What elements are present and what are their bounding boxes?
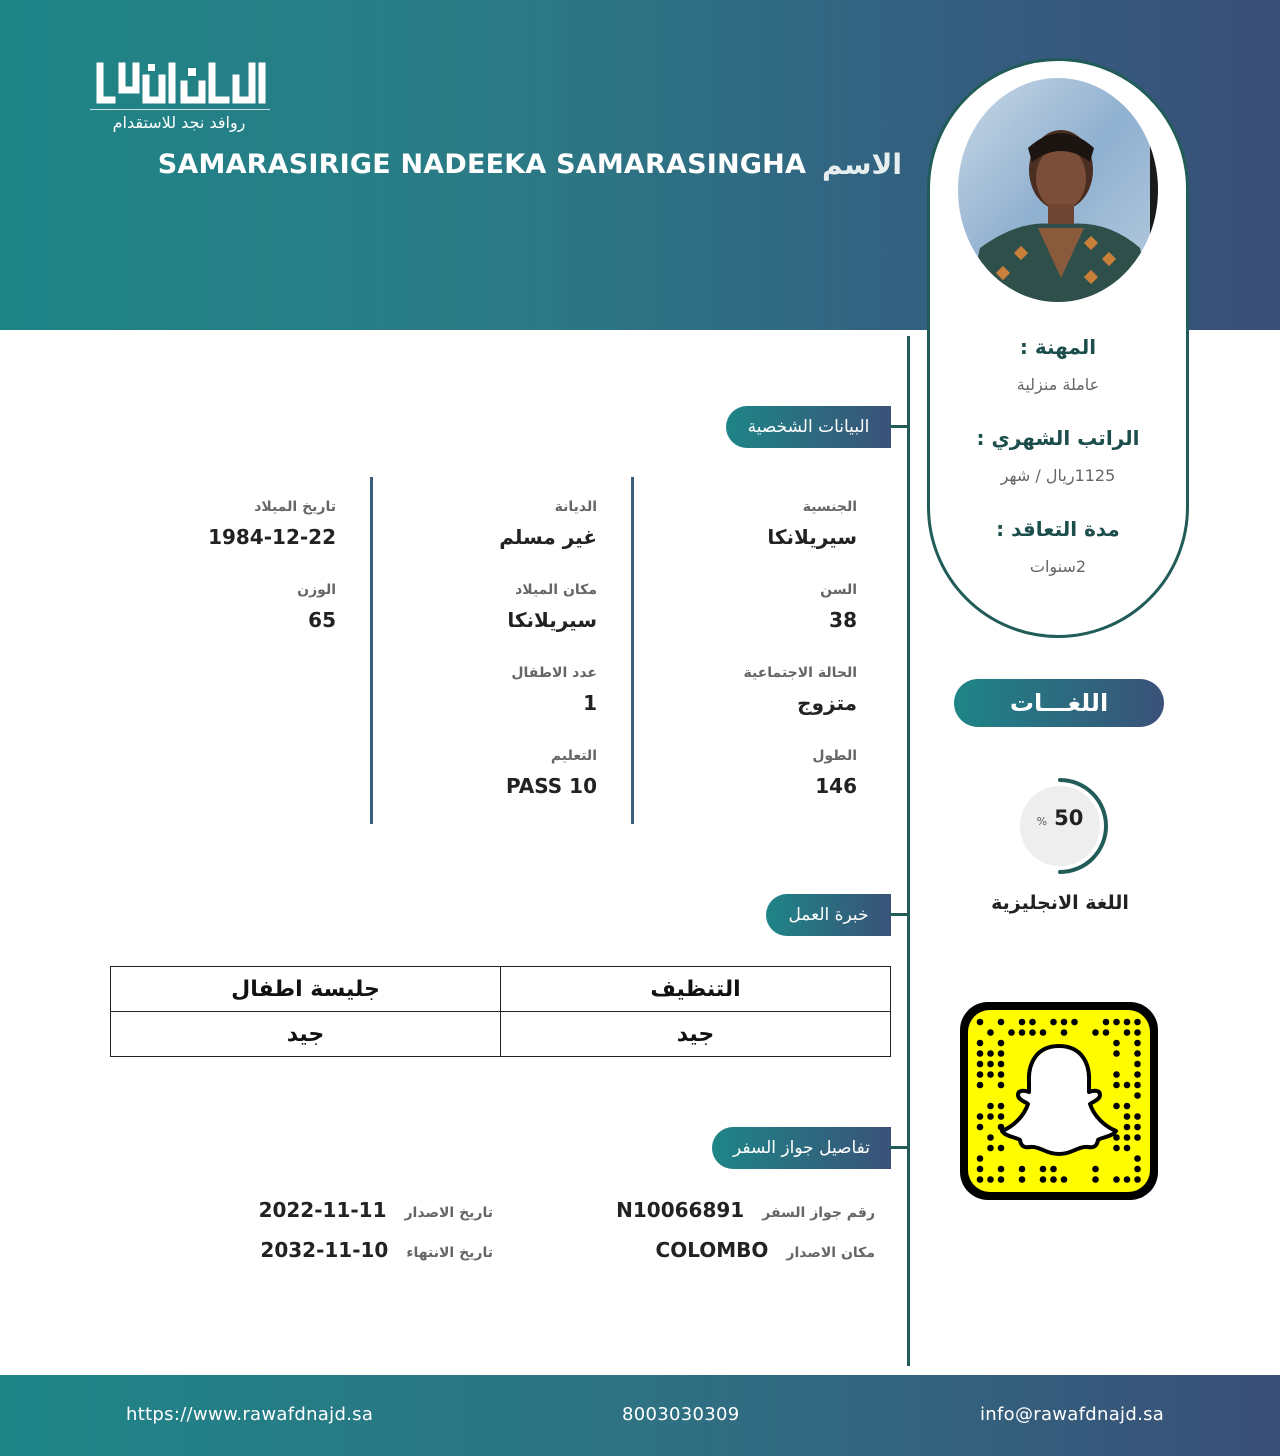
email-link[interactable]: info@rawafdnajd.sa <box>980 1404 1165 1425</box>
snapcode-dot <box>987 1113 994 1120</box>
snapcode-dot <box>1061 1019 1068 1026</box>
marital-status-label: الحالة الاجتماعية <box>743 665 857 681</box>
snapcode-dot <box>1061 1029 1068 1036</box>
snapcode-dot <box>1113 1040 1120 1047</box>
snapcode-dot <box>998 1145 1005 1152</box>
contract-label: مدة التعاقد : <box>996 517 1120 541</box>
languages-heading: اللغـــات <box>954 679 1164 727</box>
snapcode-dot <box>1113 1145 1120 1152</box>
snapcode-dot <box>1134 1124 1141 1131</box>
snapcode-dot <box>1124 1103 1131 1110</box>
snapcode-dot <box>1124 1113 1131 1120</box>
snapcode-dot <box>987 1134 994 1141</box>
snapcode-dot <box>977 1050 984 1057</box>
snapcode-dot <box>998 1082 1005 1089</box>
work-experience-table <box>110 966 891 1057</box>
snapcode-dot <box>1124 1029 1131 1036</box>
snapcode-dot <box>1019 1019 1026 1026</box>
snapcode-dot <box>1134 1082 1141 1089</box>
expiry-date-label: تاريخ الانتهاء <box>406 1245 493 1261</box>
passport-number-label: رقم جواز السفر <box>762 1205 875 1221</box>
children-label: عدد الاطفال <box>511 665 597 681</box>
expiry-date-value: 2032-11-10 <box>260 1238 389 1262</box>
skill-name: جليسة اطفال <box>111 967 501 1012</box>
snapcode-dot <box>987 1050 994 1057</box>
skill-level: جيد <box>501 1012 891 1057</box>
snapcode-dot <box>977 1113 984 1120</box>
profession-value: عاملة منزلية <box>1016 375 1100 394</box>
english-level-number: 50 <box>1054 806 1084 830</box>
snapcode-dot <box>1134 1071 1141 1078</box>
website-link[interactable]: https://www.rawafdnajd.sa <box>126 1404 374 1425</box>
birthdate-value: 1984-12-22 <box>208 525 336 549</box>
snapcode-dot <box>987 1071 994 1078</box>
snapcode-dot <box>977 1082 984 1089</box>
snapcode-dot <box>1071 1019 1078 1026</box>
skill-level: جيد <box>111 1012 501 1057</box>
snapcode-dot <box>1124 1176 1131 1183</box>
snapcode-dot <box>987 1103 994 1110</box>
column-divider <box>370 477 373 824</box>
snapcode-dot <box>1113 1176 1120 1183</box>
skill-name: التنظيف <box>501 967 891 1012</box>
work-experience-heading: خبرة العمل <box>766 894 891 936</box>
marital-status-value: متزوج <box>797 691 857 715</box>
snapcode-dot <box>1050 1176 1057 1183</box>
snapcode-dot <box>1134 1134 1141 1141</box>
nationality-value: سيريلانكا <box>767 525 857 549</box>
snapcode-dot <box>977 1176 984 1183</box>
contract-block <box>930 517 1186 576</box>
expiry-date-field <box>260 1238 493 1262</box>
height-field <box>812 748 857 798</box>
english-level-value <box>1010 806 1110 830</box>
birthplace-value: سيريلانكا <box>507 608 597 632</box>
snapcode-dot <box>1113 1071 1120 1078</box>
religion-label: الديانة <box>554 499 597 515</box>
education-label: التعليم <box>550 748 597 764</box>
snapcode-dot <box>1134 1113 1141 1120</box>
snapcode-dot <box>977 1061 984 1068</box>
heading-connector <box>890 913 908 916</box>
snapcode-dot <box>1092 1166 1099 1173</box>
snapcode-dot <box>1040 1029 1047 1036</box>
snapcode-dot <box>998 1050 1005 1057</box>
snapcode-dot <box>987 1145 994 1152</box>
snapcode-dot <box>1134 1061 1141 1068</box>
logo-divider <box>90 109 270 110</box>
logo-mark-icon <box>92 60 268 106</box>
snapcode-dot <box>1134 1040 1141 1047</box>
footer-bar <box>0 1375 1280 1456</box>
name-label: الاسم <box>822 147 902 181</box>
snapcode-dot <box>1134 1019 1141 1026</box>
snapcode-dot <box>977 1071 984 1078</box>
timeline-line <box>907 336 910 1366</box>
marital-status-field <box>744 665 857 715</box>
snapcode-dot <box>977 1155 984 1162</box>
logo-subtitle: روافد نجد للاستقدام <box>112 113 246 132</box>
candidate-photo-image <box>958 78 1158 302</box>
snapcode-dot <box>987 1061 994 1068</box>
snapcode-dot <box>1029 1029 1036 1036</box>
salary-value: 1125ريال / شهر <box>1000 466 1116 485</box>
snapcode-dot <box>1050 1019 1057 1026</box>
age-label: السن <box>820 582 857 598</box>
snapcode-dot <box>1113 1019 1120 1026</box>
phone-number[interactable]: 8003030309 <box>622 1404 740 1425</box>
english-language-label: اللغة الانجليزية <box>991 892 1129 914</box>
snapcode-dot <box>1124 1134 1131 1141</box>
birthplace-field <box>507 582 597 632</box>
snapcode-dot <box>1124 1124 1131 1131</box>
height-label: الطول <box>812 748 857 764</box>
education-field <box>506 748 597 798</box>
heading-connector <box>890 425 908 428</box>
snapcode-dot <box>1124 1082 1131 1089</box>
snapcode-dot <box>998 1061 1005 1068</box>
birthdate-field <box>208 499 336 549</box>
religion-field <box>499 499 597 549</box>
profession-label: المهنة : <box>1019 335 1097 359</box>
height-value: 146 <box>815 774 857 798</box>
snapcode-dot <box>1019 1166 1026 1173</box>
table-row <box>111 1012 891 1057</box>
snapcode-dot <box>998 1019 1005 1026</box>
issue-place-label: مكان الاصدار <box>786 1245 875 1261</box>
weight-field <box>297 582 336 632</box>
weight-label: الوزن <box>297 582 336 598</box>
personal-data-heading: البيانات الشخصية <box>726 406 891 448</box>
snapcode-dot <box>987 1029 994 1036</box>
passport-heading: تفاصيل جواز السفر <box>712 1127 891 1169</box>
snapcode-dot <box>1134 1176 1141 1183</box>
weight-value: 65 <box>308 608 336 632</box>
percent-sign: % <box>1036 815 1048 828</box>
column-divider <box>631 477 634 824</box>
snapcode-dot <box>1050 1166 1057 1173</box>
snapcode-dot <box>998 1071 1005 1078</box>
snapcode-dot <box>1134 1029 1141 1036</box>
issue-place-value: COLOMBO <box>655 1238 769 1262</box>
snapcode-dot <box>1124 1019 1131 1026</box>
snapcode-dot <box>1092 1029 1099 1036</box>
snapcode-dot <box>977 1166 984 1173</box>
snapchat-ghost-icon <box>958 1000 1160 1202</box>
snapcode-dot <box>977 1124 984 1131</box>
nationality-label: الجنسية <box>802 499 857 515</box>
snapcode-dot <box>998 1040 1005 1047</box>
snapcode-dot <box>1113 1050 1120 1057</box>
passport-number-value: N10066891 <box>616 1198 745 1222</box>
snapcode-dot <box>1092 1176 1099 1183</box>
company-logo <box>88 60 273 140</box>
snapcode-dot <box>1134 1166 1141 1173</box>
snapcode-dot <box>1019 1029 1026 1036</box>
snapcode-dot <box>998 1103 1005 1110</box>
issue-date-label: تاريخ الاصدار <box>404 1205 493 1221</box>
issue-date-value: 2022-11-11 <box>258 1198 387 1222</box>
snapcode-dot <box>1061 1176 1068 1183</box>
snapcode-dot <box>1103 1019 1110 1026</box>
snapcode-dot <box>998 1166 1005 1173</box>
profession-block <box>930 335 1186 394</box>
snapcode-dot <box>1019 1176 1026 1183</box>
passport-number-field <box>616 1198 875 1222</box>
salary-label: الراتب الشهري : <box>976 426 1140 450</box>
snapcode-dot <box>1040 1176 1047 1183</box>
nationality-field <box>767 499 857 549</box>
snapcode-dot <box>1008 1029 1015 1036</box>
birthdate-label: تاريخ الميلاد <box>254 499 336 515</box>
issue-date-field <box>259 1198 493 1222</box>
snapcode-dot <box>998 1176 1005 1183</box>
snapcode-dot <box>1124 1145 1131 1152</box>
age-field <box>820 582 857 632</box>
snapcode-dot <box>1134 1092 1141 1099</box>
heading-connector <box>890 1146 908 1149</box>
snapcode-dot <box>1029 1019 1036 1026</box>
religion-value: غير مسلم <box>499 525 597 549</box>
issue-place-field <box>656 1238 875 1262</box>
birthplace-label: مكان الميلاد <box>515 582 597 598</box>
snapcode-dot <box>1040 1166 1047 1173</box>
candidate-name-row <box>158 144 902 184</box>
snapcode-dot <box>977 1040 984 1047</box>
candidate-photo <box>958 78 1158 302</box>
snapcode-dot <box>1134 1155 1141 1162</box>
table-row <box>111 967 891 1012</box>
children-value: 1 <box>583 691 597 715</box>
snapcode-dot <box>987 1176 994 1183</box>
snapcode-dot <box>1113 1103 1120 1110</box>
children-field <box>511 665 597 715</box>
salary-block <box>930 426 1186 485</box>
education-value: PASS 10 <box>505 774 597 798</box>
snapcode-dot <box>1103 1029 1110 1036</box>
snapcode-dot <box>998 1113 1005 1120</box>
contract-value: 2سنوات <box>1029 557 1087 576</box>
age-value: 38 <box>829 608 857 632</box>
candidate-name: SAMARASIRIGE NADEEKA SAMARASINGHA <box>157 148 807 180</box>
snapcode-dot <box>977 1019 984 1026</box>
snapcode-dot <box>1113 1082 1120 1089</box>
snapcode-dot <box>1134 1050 1141 1057</box>
